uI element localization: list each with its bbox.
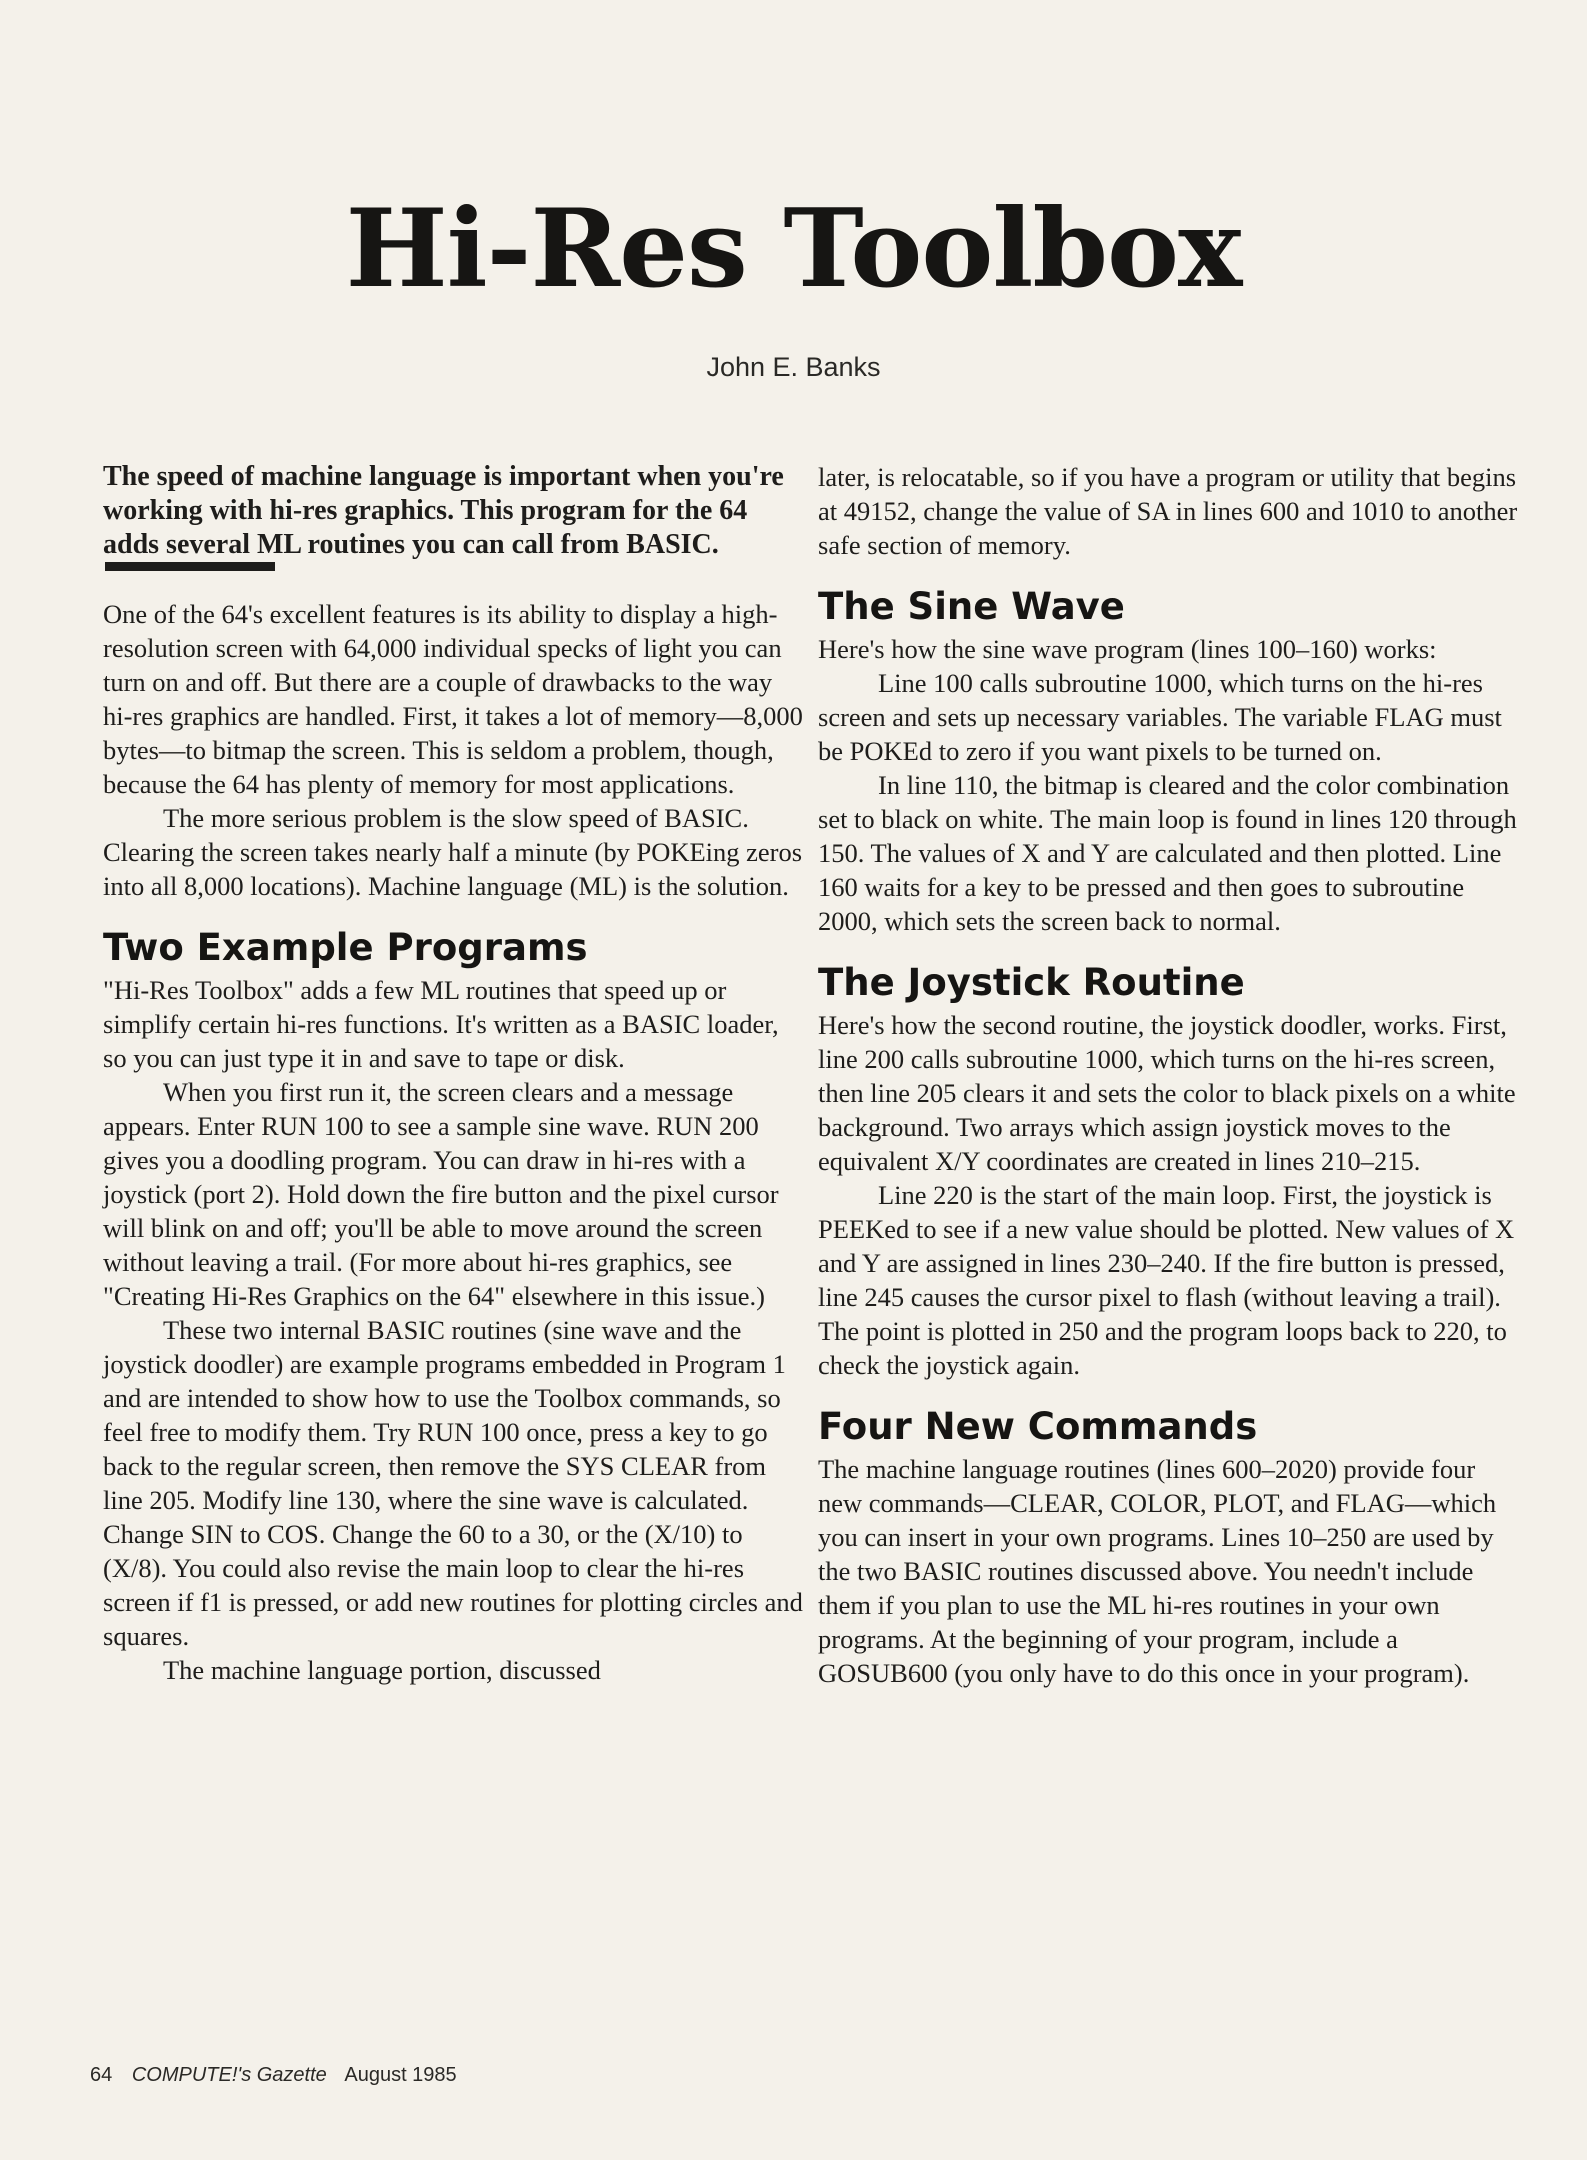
- section-heading-sine-wave: The Sine Wave: [818, 585, 1125, 628]
- section-heading-four-new-commands: Four New Commands: [818, 1405, 1258, 1448]
- body-paragraph: The machine language routines (lines 600–2020) provide four new commands—CLEAR, COLOR, PLOT, and FLAG—which you can insert in your own programs. Lines 10–250 are used by the two BASIC routines discussed above. You needn't include them if you plan to use the ML hi-res routines in your own programs. At the beginning of your program, include a GOSUB600 (you only have to do this once in your program).: [818, 1454, 1497, 1688]
- section-heading-joystick-routine: The Joystick Routine: [818, 961, 1245, 1004]
- section-heading-two-example-programs: Two Example Programs: [103, 926, 588, 969]
- body-paragraph: Line 100 calls subroutine 1000, which turns on the hi-res screen and sets up necessary variables. The variable FLAG must be POKEd to zero if you want pixels to be turned on.: [818, 668, 1502, 766]
- article-title: Hi-Res Toolbox: [345, 186, 1242, 312]
- page-number: 64: [90, 2064, 113, 2086]
- body-paragraph: Line 220 is the start of the main loop. First, the joystick is PEEKed to see if a new value should be plotted. New values of X and Y are assigned in lines 230–240. If the fire button is pressed, line 245 causes the cursor pixel to flash (without leaving a trail). The point is plotted in 250 and the program loops back to 220, to check the joystick again.: [818, 1180, 1515, 1380]
- body-paragraph-continued: later, is relocatable, so if you have a program or utility that begins at 49152, change the value of SA in lines 600 and 1010 to another safe section of memory.: [818, 462, 1518, 560]
- intro-deck: The speed of machine language is important when you're working with hi-res graphics. This program for the 64 adds several ML routines you can call from BASIC.: [103, 461, 784, 560]
- publication-name: COMPUTE!'s Gazette: [131, 2064, 327, 2086]
- left-column: [103, 460, 803, 1687]
- body-paragraph: The more serious problem is the slow speed of BASIC. Clearing the screen takes nearly half a minute (by POKEing zeros into all 8,000 locations). Machine language (ML) is the solution.: [103, 803, 803, 901]
- body-paragraph: "Hi-Res Toolbox" adds a few ML routines that speed up or simplify certain hi-res functions. It's written as a BASIC loader, so you can just type it in and save to tape or disk.: [103, 975, 779, 1073]
- body-paragraph: When you first run it, the screen clears and a message appears. Enter RUN 100 to see a sample sine wave. RUN 200 gives you a doodling program. You can draw in hi-res with a joystick (port 2). Hold down the fire button and the pixel cursor will blink on and off; you'll be able to move around the screen without leaving a trail. (For more about hi-res graphics, see "Creating Hi-Res Graphics on the 64" elsewhere in this issue.): [103, 1077, 779, 1311]
- body-paragraph: One of the 64's excellent features is its ability to display a high-resolution screen with 64,000 individual specks of light you can turn on and off. But there are a couple of drawbacks to the way hi-res graphics are handled. First, it takes a lot of memory—8,000 bytes—to bitmap the screen. This is seldom a problem, though, because the 64 has plenty of memory for most applications.: [103, 599, 803, 799]
- body-paragraph: Here's how the sine wave program (lines 100–160) works:: [818, 634, 1437, 664]
- body-paragraph: These two internal BASIC routines (sine wave and the joystick doodler) are example programs embedded in Program 1 and are intended to show how to use the Toolbox commands, so feel free to modify them. Try RUN 100 once, press a key to go back to the regular screen, then remove the SYS CLEAR from line 205. Modify line 130, where the sine wave is calculated. Change SIN to COS. Change the 60 to a 30, or the (X/10) to (X/8). You could also revise the main loop to clear the hi-res screen if f1 is pressed, or add new routines for plotting circles and squares.: [103, 1315, 803, 1651]
- body-paragraph: In line 110, the bitmap is cleared and the color combination set to black on white. The main loop is found in lines 120 through 150. The values of X and Y are calculated and then plotted. Line 160 waits for a key to be pressed and then goes to subroutine 2000, which sets the screen back to normal.: [818, 770, 1517, 936]
- page-footer: [90, 2064, 457, 2087]
- intro-rule: [105, 562, 275, 571]
- issue-date: August 1985: [344, 2064, 457, 2086]
- right-column: [818, 460, 1518, 1690]
- body-paragraph: Here's how the second routine, the joystick doodler, works. First, line 200 calls subroutine 1000, which turns on the hi-res screen, then line 205 clears it and sets the color to black pixels on a white background. Two arrays which assign joystick moves to the equivalent X/Y coordinates are created in lines 210–215.: [818, 1010, 1516, 1176]
- body-paragraph: The machine language portion, discussed: [163, 1655, 601, 1685]
- author-byline: John E. Banks: [706, 352, 881, 382]
